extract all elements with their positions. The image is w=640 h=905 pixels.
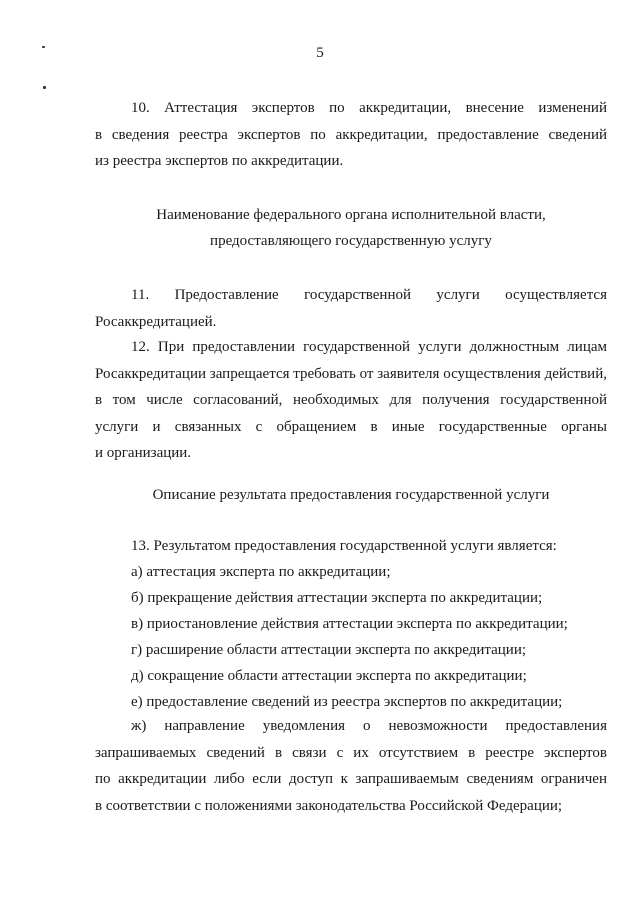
list-item-e: е) предоставление сведений из реестра экспертов по аккредитации;	[131, 694, 563, 710]
paragraph-line: Росаккредитации запрещается требовать от заявителя осуществления действий,	[95, 365, 607, 382]
paragraph-line: в том числе согласований, необходимых для получения государственной	[95, 392, 607, 408]
list-item-g: г) расширение области аттестации эксперта по аккредитации;	[131, 642, 527, 658]
list-item-b: б) прекращение действия аттестации эксперта по аккредитации;	[131, 590, 543, 606]
heading-line: Наименование федерального органа исполнительной власти,	[156, 207, 546, 223]
paragraph-line: 10. Аттестация экспертов по аккредитации, внесение изменений	[131, 100, 607, 116]
paragraph-12	[95, 334, 607, 467]
paragraph-13-intro: 13. Результатом предоставления государственной услуги является:	[131, 538, 557, 554]
list-item-d: д) сокращение области аттестации эксперта по аккредитации;	[131, 668, 527, 684]
paragraph-line: услуги и связанных с обращением в иные государственные органы	[95, 418, 607, 435]
section-heading-result	[95, 482, 607, 508]
paragraph-line: и организации.	[95, 445, 192, 461]
heading-line: предоставляющего государственную услугу	[210, 233, 492, 249]
list-item-zh	[95, 713, 607, 819]
list-item-v: в) приостановление действия аттестации эксперта по аккредитации;	[131, 616, 568, 632]
heading-line: Описание результата предоставления государственной услуги	[152, 487, 550, 503]
paragraph-10	[95, 95, 607, 175]
list-item-a: а) аттестация эксперта по аккредитации;	[131, 564, 391, 580]
scan-speck	[43, 86, 46, 89]
paragraph-line: 12. При предоставлении государственной услуги должностным лицам	[131, 339, 607, 355]
paragraph-line: в сведения реестра экспертов по аккредитации, предоставление сведений	[95, 126, 607, 143]
paragraph-line: 11. Предоставление государственной услуги осуществляется	[131, 287, 607, 303]
paragraph-11	[95, 282, 607, 335]
paragraph-line: в соответствии с положениями законодательства Российской Федерации;	[95, 797, 563, 814]
paragraph-line: ж) направление уведомления о невозможности предоставления	[131, 718, 607, 734]
section-heading-authority	[95, 202, 607, 254]
paragraph-line: из реестра экспертов по аккредитации.	[95, 153, 344, 169]
paragraph-line: Росаккредитацией.	[95, 313, 217, 330]
paragraph-line: запрашиваемых сведений в связи с их отсутствием в реестре экспертов	[95, 744, 607, 761]
page-number: 5	[316, 45, 324, 61]
paragraph-line: по аккредитации либо если доступ к запрашиваемым сведениям ограничен	[95, 771, 607, 787]
